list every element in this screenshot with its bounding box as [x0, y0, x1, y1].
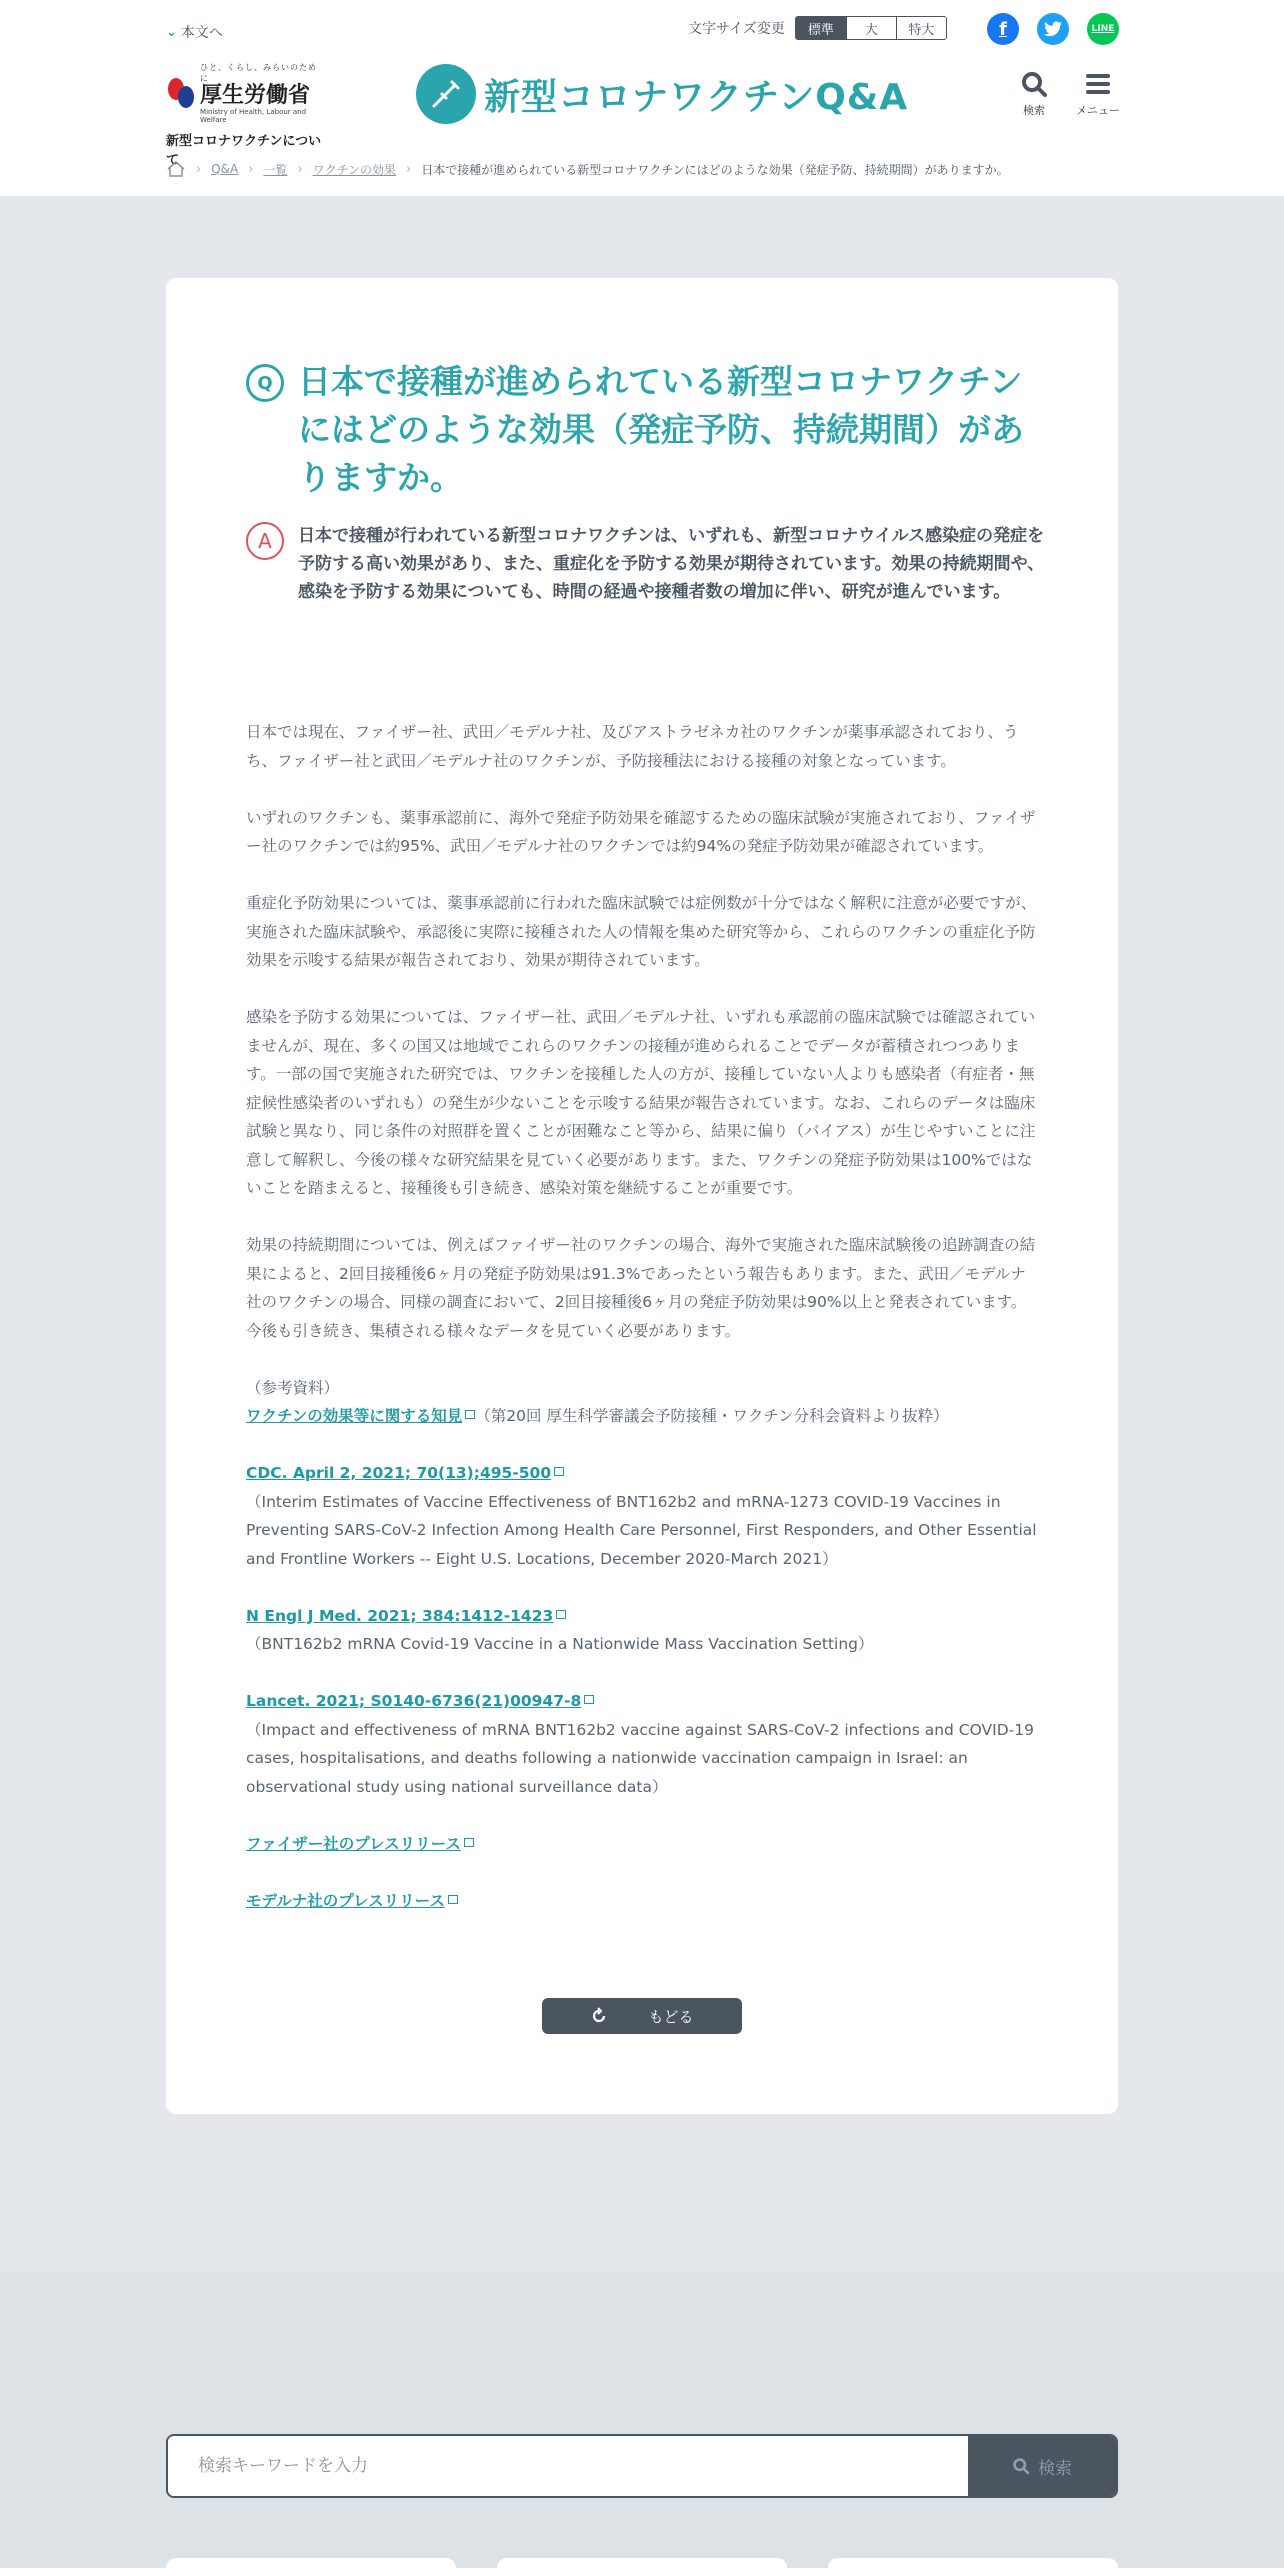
reference-note: （BNT162b2 mRNA Covid-19 Vaccine in a Nationwide Mass Vaccination Setting）: [246, 1635, 874, 1653]
external-link-icon: [448, 1895, 458, 1904]
logo-kana: ひと、くらし、みらいのために: [200, 63, 318, 83]
twitter-bird-icon: [1044, 21, 1062, 37]
line-share-icon[interactable]: LINE: [1087, 13, 1119, 45]
font-size-label: 文字サイズ変更: [688, 21, 785, 37]
font-size-xlarge-button[interactable]: 特大: [896, 17, 946, 39]
hamburger-menu-icon: [1086, 70, 1110, 98]
font-size-standard-button[interactable]: 標準: [796, 17, 846, 39]
reference-item: [246, 1830, 1038, 1859]
breadcrumb-chevron-icon: ›: [196, 161, 202, 177]
logo-subtitle: 新型コロナワクチンについて: [166, 134, 322, 168]
answer-badge: A: [246, 522, 284, 560]
font-size-switcher: [688, 16, 947, 40]
logo-english: Ministry of Health, Labour and Welfare: [200, 108, 307, 124]
reference-item: [246, 1887, 1038, 1916]
external-link-icon: [554, 1467, 564, 1476]
font-size-large-button[interactable]: 大: [846, 17, 896, 39]
reference-item: [246, 1602, 1038, 1659]
skip-link-label: 本文へ: [180, 25, 223, 41]
references-heading: （参考資料）: [246, 1378, 340, 1397]
external-link-icon: [464, 1838, 474, 1847]
skip-to-content-link[interactable]: [166, 22, 223, 42]
site-title[interactable]: [416, 64, 908, 124]
header-menu-label: メニュー: [1076, 104, 1120, 117]
mhlw-logo[interactable]: [166, 62, 326, 168]
breadcrumb-item-category[interactable]: ワクチンの効果: [312, 162, 397, 177]
answer-block: [246, 522, 1046, 606]
reference-link[interactable]: ファイザー社のプレスリリース: [246, 1835, 474, 1853]
footer-search-bar: [166, 2434, 1118, 2498]
question-badge: Q: [246, 364, 284, 402]
search-icon: [1020, 70, 1048, 98]
reference-link[interactable]: Lancet. 2021; S0140-6736(21)00947-8: [246, 1692, 594, 1710]
syringe-icon: [416, 64, 476, 124]
site-header: [0, 0, 1284, 196]
reference-link[interactable]: N Engl J Med. 2021; 384:1412-1423: [246, 1607, 566, 1625]
breadcrumb-chevron-icon: ›: [297, 161, 303, 177]
answer-summary: 日本で接種が行われている新型コロナワクチンは、いずれも、新型コロナウイルス感染症の発症を予防する高い効果があり、また、重症化を予防する効果が期待されています。効果の持続期間や、感染を予防する効果についても、時間の経過や接種者数の増加に伴い、研究が進んでいます。: [298, 526, 1045, 602]
question-block: [246, 358, 1046, 502]
reference-note: （Interim Estimates of Vaccine Effectiveness of BNT162b2 and mRNA-1273 COVID-19 Vaccines in Preventing SARS-CoV-2 Infection Among Health Care Personnel, First Responders, and Other Essential and Frontline Workers -- Eight U.S. Locations, December 2020-March 2021）: [246, 1492, 1037, 1568]
footer-area: [0, 2272, 1284, 2568]
mhlw-emblem-icon: [166, 76, 194, 110]
site-title-text: 新型コロナワクチンQ&A: [484, 76, 909, 118]
refresh-back-icon: [590, 2007, 608, 2025]
breadcrumb: [166, 160, 1009, 178]
search-input[interactable]: [168, 2436, 968, 2496]
breadcrumb-current: 日本で接種が進められている新型コロナワクチンにはどのような効果（発症予防、持続期間）がありますか。: [421, 162, 1009, 177]
reference-note: （Impact and effectiveness of mRNA BNT162b2 vaccine against SARS-CoV-2 infections and COVID-19 cases, hospitalisations, and deaths following a nationwide vaccination campaign in Israel: an observational study using national surveillance data）: [246, 1720, 1034, 1796]
breadcrumb-chevron-icon: ›: [248, 161, 254, 177]
breadcrumb-item-qa[interactable]: Q&A: [211, 162, 239, 176]
body-paragraph: 重症化予防効果については、薬事承認前に行われた臨床試験では症例数が十分ではなく解釈に注意が必要ですが、実施された臨床試験や、承認後に実際に接種された人の情報を集めた研究等から、これらのワクチンの重症化予防効果を示唆する結果が報告されており、効果が期待されています。: [246, 894, 1037, 969]
search-icon: [1012, 2457, 1030, 2475]
back-button[interactable]: [542, 1998, 742, 2034]
breadcrumb-item-list[interactable]: 一覧: [263, 162, 288, 177]
facebook-share-icon[interactable]: f: [987, 13, 1019, 45]
back-button-label: もどる: [648, 2007, 694, 2026]
reference-link[interactable]: CDC. April 2, 2021; 70(13);495-500: [246, 1464, 564, 1482]
font-size-options: [795, 16, 947, 40]
reference-link[interactable]: モデルナ社のプレスリリース: [246, 1892, 458, 1910]
chevron-down-icon: ⌄: [166, 24, 177, 40]
reference-link[interactable]: ワクチンの効果等に関する知見: [246, 1407, 475, 1425]
footer-link-card[interactable]: [828, 2558, 1118, 2568]
reference-item: [246, 1459, 1038, 1573]
twitter-share-icon[interactable]: [1037, 13, 1069, 45]
reference-item: [246, 1402, 1038, 1431]
external-link-icon: [584, 1695, 594, 1704]
search-submit-label: 検索: [1038, 2458, 1072, 2479]
footer-link-card[interactable]: [497, 2558, 787, 2568]
answer-body: [246, 718, 1038, 1944]
header-search-button[interactable]: [1020, 70, 1048, 118]
header-menu-button[interactable]: [1076, 70, 1120, 118]
body-paragraph: いずれのワクチンも、薬事承認前に、海外で発症予防効果を確認するための臨床試験が実施されており、ファイザー社のワクチンでは約95%、武田／モデルナ社のワクチンでは約94%の発症予防効果が確認されています。: [246, 808, 1036, 855]
logo-name: 厚生労働省: [200, 83, 311, 108]
reference-item: [246, 1687, 1038, 1801]
breadcrumb-chevron-icon: ›: [406, 161, 412, 177]
body-paragraph: 感染を予防する効果については、ファイザー社、武田／モデルナ社、いずれも承認前の臨床試験では確認されていませんが、現在、多くの国又は地域でこれらのワクチンの接種が進められることでデータが蓄積されつつあります。一部の国で実施された研究では、ワクチンを接種した人の方が、接種していない人よりも感染者（有症者・無症候性感染者のいずれも）の発生が少ないことを示唆する結果が報告されています。なお、これらのデータは臨床試験と異なり、同じ条件の対照群を置くことが困難なこと等から、結果に偏り（バイアス）が生じやすいことに注意して解釈し、今後の様々な研究結果を見ていく必要があります。また、ワクチンの発症予防効果は100%ではないことを踏まえると、接種後も引き続き、感染対策を継続することが重要です。: [246, 1008, 1036, 1197]
body-paragraph: 日本では現在、ファイザー社、武田／モデルナ社、及びアストラゼネカ社のワクチンが薬事承認されており、うち、ファイザー社と武田／モデルナ社のワクチンが、予防接種法における接種の対象となっています。: [246, 723, 1019, 770]
body-paragraph: 効果の持続期間については、例えばファイザー社のワクチンの場合、海外で実施された臨床試験後の追跡調査の結果によると、2回目接種後6ヶ月の発症予防効果は91.3%であったという報告もあります。また、武田／モデルナ社のワクチンの場合、同様の調査において、2回目接種後6ヶ月の発症予防効果は90%以上と発表されています。今後も引き続き、集積される様々なデータを見ていく必要があります。: [246, 1236, 1036, 1340]
footer-link-card[interactable]: [166, 2558, 456, 2568]
question-title: 日本で接種が進められている新型コロナワクチンにはどのような効果（発症予防、持続期間）がありますか。: [298, 362, 1024, 497]
reference-note: （第20回 厚生科学審議会予防接種・ワクチン分科会資料より抜粋）: [475, 1407, 949, 1425]
external-link-icon: [556, 1610, 566, 1619]
external-link-icon: [465, 1410, 475, 1419]
search-submit-button[interactable]: [968, 2436, 1116, 2496]
home-icon[interactable]: [166, 160, 186, 178]
header-search-label: 検索: [1023, 104, 1045, 117]
qa-card: [166, 278, 1118, 2114]
